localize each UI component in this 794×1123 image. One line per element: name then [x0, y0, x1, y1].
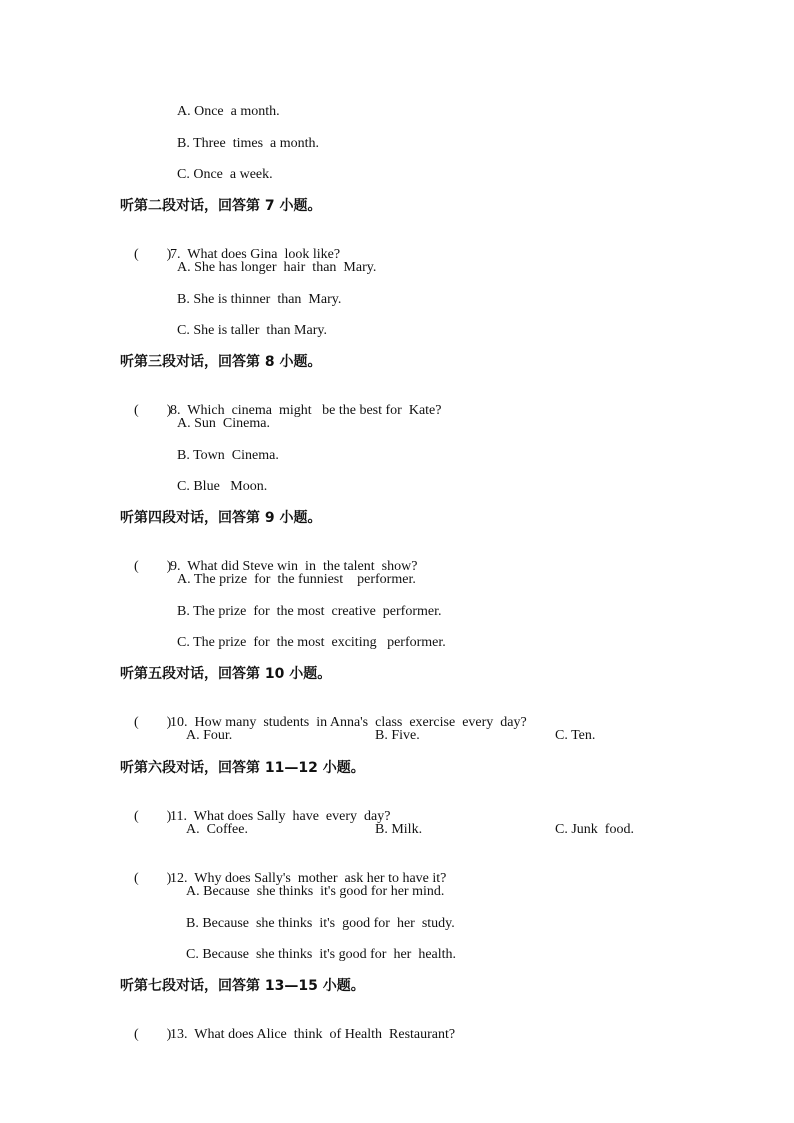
q6-option-b: B. Three times a month. [177, 136, 320, 151]
q12-option-c: C. Because she thinks it's good for her health. [186, 947, 457, 962]
section-2-heading: 听第二段对话，回答第 7 小题。 [120, 198, 322, 214]
question-text: 13. What does Alice think of Health Restaurant? [170, 1027, 456, 1042]
q7-option-a: A. She has longer hair than Mary. [177, 260, 377, 275]
q10-option-a: A. Four. [186, 728, 233, 743]
question-13 [120, 1008, 455, 1062]
answer-blank: ( ) [134, 715, 172, 730]
question-text: 8. Which cinema might be the best for Kate? [170, 403, 442, 418]
q11-option-a: A. Coffee. [186, 822, 248, 837]
section-6-heading: 听第六段对话，回答第 11—12 小题。 [120, 760, 365, 776]
question-text: 7. What does Gina look like? [170, 247, 341, 262]
answer-blank: ( ) [134, 809, 172, 824]
q10-option-c: C. Ten. [555, 728, 596, 743]
question-11 [120, 790, 390, 844]
q8-option-a: A. Sun Cinema. [177, 416, 270, 431]
question-text: 10. How many students in Anna's class exercise every day? [170, 715, 527, 730]
q6-option-c: C. Once a week. [177, 167, 273, 182]
q9-option-b: B. The prize for the most creative performer. [177, 604, 442, 619]
q8-option-b: B. Town Cinema. [177, 448, 279, 463]
q7-option-b: B. She is thinner than Mary. [177, 292, 342, 307]
section-7-heading: 听第七段对话，回答第 13—15 小题。 [120, 978, 365, 994]
q11-option-b: B. Milk. [375, 822, 423, 837]
answer-blank: ( ) [134, 559, 172, 574]
q7-option-c: C. She is taller than Mary. [177, 323, 327, 338]
q11-option-c: C. Junk food. [555, 822, 634, 837]
q6-option-a: A. Once a month. [177, 104, 280, 119]
question-text: 12. Why does Sally's mother ask her to have it? [170, 871, 447, 886]
answer-blank: ( ) [134, 403, 172, 418]
question-8 [120, 384, 442, 438]
q10-option-b: B. Five. [375, 728, 420, 743]
q9-option-a: A. The prize for the funniest performer. [177, 572, 416, 587]
section-3-heading: 听第三段对话，回答第 8 小题。 [120, 354, 322, 370]
answer-blank: ( ) [134, 1027, 172, 1042]
q12-option-a: A. Because she thinks it's good for her mind. [186, 884, 445, 899]
question-text: 9. What did Steve win in the talent show? [170, 559, 418, 574]
question-text: 11. What does Sally have every day? [170, 809, 391, 824]
answer-blank: ( ) [134, 247, 172, 262]
question-10 [120, 696, 527, 750]
section-4-heading: 听第四段对话，回答第 9 小题。 [120, 510, 322, 526]
q12-option-b: B. Because she thinks it's good for her study. [186, 916, 455, 931]
section-5-heading: 听第五段对话，回答第 10 小题。 [120, 666, 332, 682]
q8-option-c: C. Blue Moon. [177, 479, 268, 494]
q9-option-c: C. The prize for the most exciting performer. [177, 635, 446, 650]
answer-blank: ( ) [134, 871, 172, 886]
